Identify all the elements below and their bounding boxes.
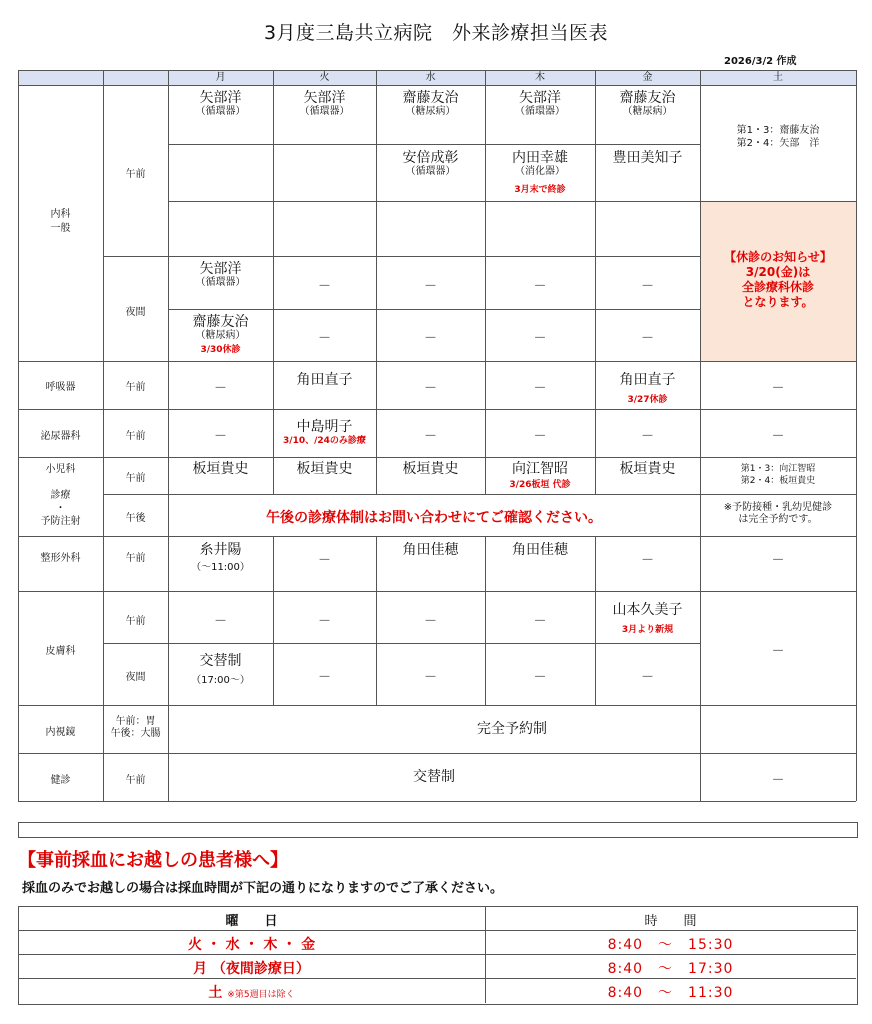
dept-hinyoki: 泌尿器科	[40, 431, 81, 442]
table-row-time: 8:40 ～ 11:30	[607, 985, 734, 1001]
doctor-cell: 矢部洋 （循環器）	[195, 90, 246, 117]
doctor-cell: 齋藤友治 （糖尿病）	[402, 90, 459, 117]
doctor-cell: 角田直子	[296, 372, 353, 388]
reservation-note: ※予防接種・乳幼児健診 は完全予約です。	[723, 502, 833, 525]
empty-dash: －	[213, 429, 227, 444]
empty-dash: －	[533, 381, 547, 396]
dept-kokyuki: 呼吸器	[45, 382, 76, 393]
empty-dash: －	[317, 670, 331, 685]
period-night: 夜間	[125, 307, 146, 318]
empty-dash: －	[423, 429, 437, 444]
day-header-mon: 月	[215, 72, 226, 83]
doctor-note: 3/30休診	[200, 345, 241, 355]
empty-dash: －	[771, 429, 785, 444]
empty-dash: －	[771, 553, 785, 568]
table-row-day: 火 ・ 水 ・ 木 ・ 金	[187, 937, 316, 953]
sat-rotation: 第1・3：齋藤友治 第2・4：矢部 洋	[736, 125, 820, 149]
dept-kenshin: 健診	[50, 775, 71, 786]
doctor-note: 3/27休診	[627, 395, 668, 405]
col-header-day: 曜 日	[225, 914, 278, 929]
doctor-cell: 角田佳穂	[402, 542, 459, 558]
empty-dash: －	[213, 381, 227, 396]
doctor-cell: 矢部洋 （循環器）	[195, 261, 246, 288]
dept-seikei: 整形外科	[40, 553, 81, 564]
empty-dash: －	[771, 644, 785, 659]
doctor-cell: 交替制 （17:00～）	[191, 653, 250, 686]
empty-dash: －	[423, 614, 437, 629]
blood-test-notice-title: 【事前採血にお越しの患者様へ】	[18, 850, 288, 871]
col-header-time: 時 間	[644, 914, 697, 929]
doctor-cell: 板垣貴史	[192, 461, 249, 477]
empty-dash: －	[640, 553, 654, 568]
empty-dash: －	[533, 331, 547, 346]
doctor-cell: 糸井陽 （～11:00）	[191, 542, 250, 573]
period-am: 午前	[125, 169, 146, 180]
doctor-note: 3/26板垣 代診	[509, 480, 571, 490]
doctor-cell: 山本久美子 3月より新規	[595, 602, 700, 636]
empty-dash: －	[640, 331, 654, 346]
empty-dash: －	[423, 331, 437, 346]
pm-inquiry-notice: 午後の診療体制はお問い合わせにてご確認ください。	[266, 510, 602, 526]
empty-dash: －	[533, 614, 547, 629]
empty-dash: －	[317, 331, 331, 346]
empty-dash: －	[771, 773, 785, 788]
closure-notice: 【休診のお知らせ】 3/20(金)は 全診療科休診 となります。	[724, 250, 832, 309]
doctor-cell: 向江智昭 3/26板垣 代診	[485, 461, 595, 491]
doctor-cell: 中島明子 3/10、/24のみ診療	[273, 419, 376, 447]
doctor-cell: 齋藤友治 （糖尿病） 3/30休診	[168, 314, 273, 356]
day-header-tue: 火	[319, 72, 330, 83]
endoscopy-reservation: 完全予約制	[477, 721, 547, 737]
empty-dash: －	[533, 279, 547, 294]
empty-dash: －	[640, 670, 654, 685]
period-pm: 午後	[125, 513, 146, 524]
empty-dash: －	[771, 381, 785, 396]
created-date: 2026/3/2 作成	[724, 56, 797, 67]
doctor-cell: 安倍成彰 （循環器）	[402, 150, 459, 177]
checkup-rotation: 交替制	[413, 769, 455, 785]
period-am: 午前	[125, 553, 146, 564]
table-row-time: 8:40 ～ 15:30	[607, 937, 734, 953]
dept-shonika: 小児科 診療 ・ 予防注射	[40, 464, 81, 527]
day-header-fri: 金	[642, 72, 653, 83]
doctor-cell: 板垣貴史	[296, 461, 353, 477]
day-header-thu: 木	[535, 72, 545, 83]
empty-dash: －	[317, 553, 331, 568]
doctor-note: 3月より新規	[621, 625, 674, 635]
page-title: 3月度三島共立病院 外来診療担当医表	[263, 22, 609, 44]
doctor-cell: 角田佳穂	[512, 542, 568, 558]
doctor-note: 3/10、/24のみ診療	[283, 436, 366, 446]
period-am: 午前	[125, 616, 146, 627]
empty-dash: －	[640, 429, 654, 444]
empty-dash: －	[213, 614, 227, 629]
doctor-cell: 矢部洋 （循環器）	[515, 90, 565, 117]
doctor-cell: 角田直子 3/27休診	[595, 372, 700, 406]
doctor-cell: 内田幸雄 （消化器） 3月末で終診	[485, 150, 595, 196]
empty-dash: －	[533, 429, 547, 444]
period-night: 夜間	[125, 672, 146, 683]
sat-rotation: 第1・3：向江智昭 第2・4：板垣貴史	[740, 464, 816, 486]
day-header-sat: 土	[773, 72, 783, 83]
empty-dash: －	[317, 279, 331, 294]
period-am: 午前	[125, 473, 146, 484]
dept-naika: 内科 一般	[50, 209, 71, 234]
dept-naishikyo: 内視鏡	[45, 727, 76, 738]
table-row-time: 8:40 ～ 17:30	[607, 961, 734, 977]
day-header-wed: 水	[425, 72, 436, 83]
doctor-cell: 矢部洋 （循環器）	[299, 90, 350, 117]
doctor-note: 3月末で終診	[514, 185, 566, 195]
period-am: 午前	[125, 431, 146, 442]
doctor-cell: 齋藤友治 （糖尿病）	[619, 90, 676, 117]
period-am: 午前	[125, 775, 146, 786]
doctor-cell: 板垣貴史	[619, 461, 676, 477]
period-am: 午前	[125, 382, 146, 393]
table-row-day: 月 （夜間診療日）	[193, 961, 310, 977]
empty-dash: －	[640, 279, 654, 294]
empty-dash: －	[423, 381, 437, 396]
empty-dash: －	[317, 614, 331, 629]
blood-test-notice-subtitle: 採血のみでお越しの場合は採血時間が下記の通りになりますのでご了承ください。	[22, 881, 504, 896]
empty-dash: －	[533, 670, 547, 685]
dept-hifu: 皮膚科	[45, 646, 76, 657]
empty-dash: －	[423, 279, 437, 294]
doctor-cell: 板垣貴史	[402, 461, 459, 477]
doctor-cell: 豊田美知子	[612, 150, 683, 166]
divider-banner	[18, 822, 858, 838]
period-endoscopy: 午前：胃 午後：大腸	[110, 716, 161, 739]
empty-dash: －	[423, 670, 437, 685]
table-row-day: 土 ※第5週目は除く	[208, 985, 295, 1001]
